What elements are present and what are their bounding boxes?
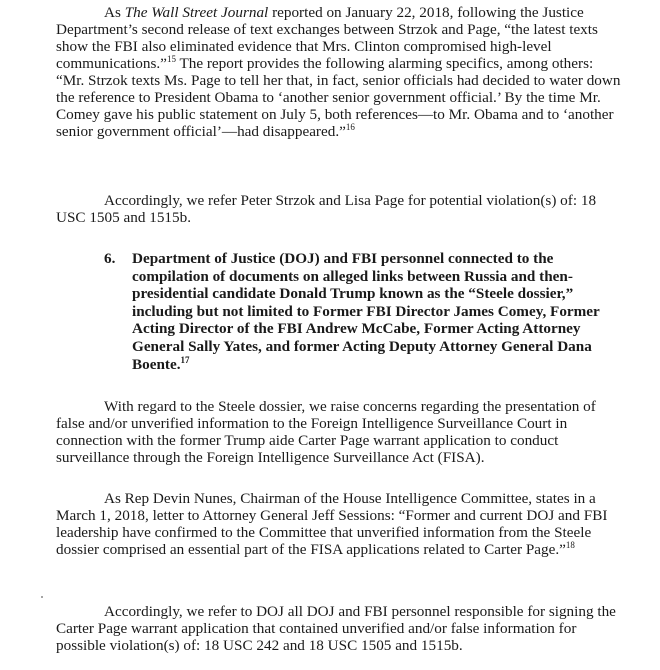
paragraph-text: The report provides the following alarming specifics, among others: “Mr. Strzok texts Ms. Page to tell her that, in fact, senior officials had decided to water down the reference to President Obama to ‘another senior government official.’ By the time Mr. Comey gave his public statement on July 5, both references—to Mr. Obama and to ‘another senior government official’—had disappeared.” <box>56 55 621 140</box>
publication-title: The Wall Street Journal <box>124 4 269 21</box>
paragraph-steele-dossier: With regard to the Steele dossier, we raise concerns regarding the presentation of false and/or unverified information to the Foreign Intelligence Surveillance Court in connection with the former Trump aide Carter Page warrant application to conduct surveillance through the Foreign Intelligence Surveillance Act (FISA). <box>56 398 596 466</box>
paragraph-wsj-report <box>56 0 624 140</box>
paragraph-text: As <box>104 4 125 21</box>
paragraph-referral-strzok-page: Accordingly, we refer Peter Strzok and Lisa Page for potential violation(s) of: 18 USC 1505 and 1515b. <box>56 192 597 226</box>
list-item-number: 6. <box>104 250 116 267</box>
footnote-ref: 17 <box>180 354 190 365</box>
paragraph-nunes-letter: As Rep Devin Nunes, Chairman of the House Intelligence Committee, states in a March 1, 2018, letter to Attorney General Jeff Sessions: “Former and current DOJ and FBI leadership have confirmed to the Committee that unverified information from the Steele dossier comprised an essential part of the FISA applications related to Carter Page.”$^{18}$ <box>56 490 608 558</box>
footnote-ref: 16 <box>345 122 355 132</box>
footnote-ref: 15 <box>166 54 176 64</box>
paragraph-referral-doj-fbi: Accordingly, we refer to DOJ all DOJ and FBI personnel responsible for signing the Carter Page warrant application that contained unverified and/or false information for possible violation(s) of: 18 USC 242 and 18 USC 1505 and 1515b. <box>56 603 616 654</box>
paragraph-text: reported on January 22, 2018, following the Justice Department’s second release of text exchanges between Strzok and Page, “the latest texts show the FBI also eliminated evidence that Mrs. Clinton compromised high-level communications.” <box>56 4 598 72</box>
list-item-heading: Department of Justice (DOJ) and FBI personnel connected to the compilation of documents on alleged links between Russia and then-presidential candidate Donald Trump known as the “Steele dossier,” including but not limited to Former FBI Director James Comey, Former Acting Director of the FBI Andrew McCabe, Former Acting Attorney General Sally Yates, and former Acting Deputy Attorney General Dana Boente.$^{17}$ <box>132 250 600 373</box>
footnote-ref: 18 <box>565 540 575 550</box>
scan-speck <box>41 596 43 598</box>
list-item-6 <box>104 250 624 373</box>
